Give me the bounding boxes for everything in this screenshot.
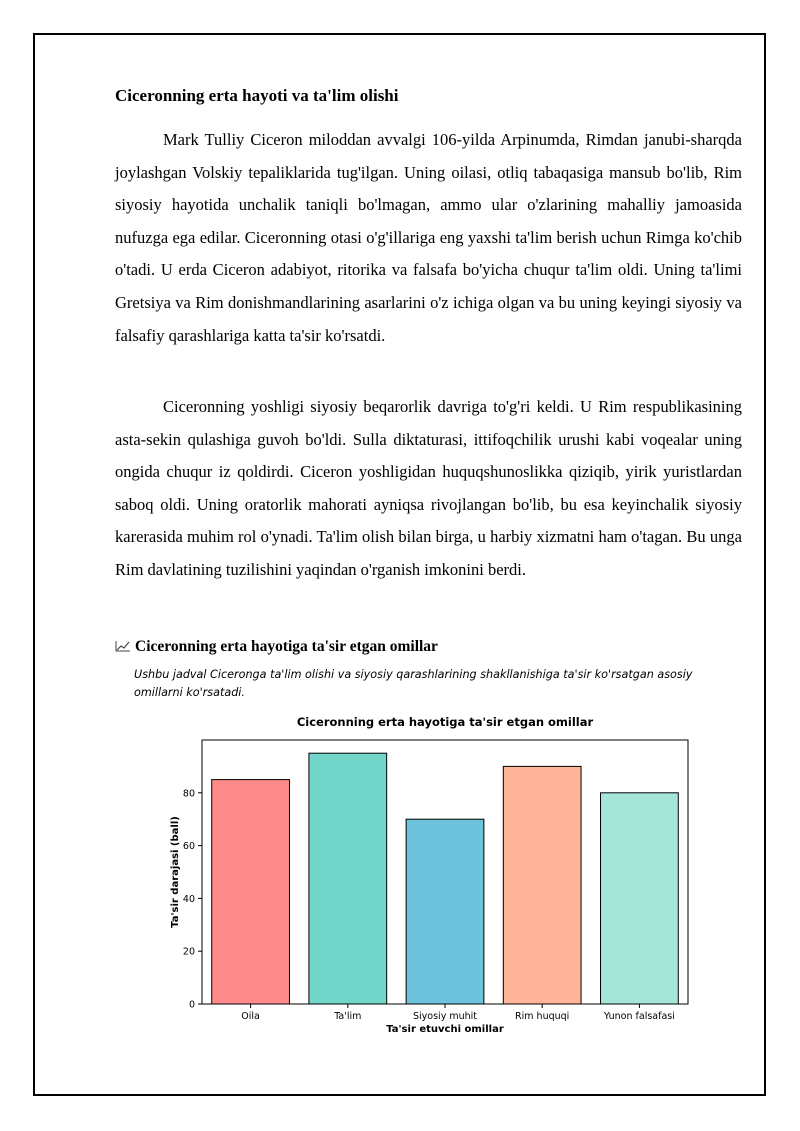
x-tick-label: Oila xyxy=(241,1011,260,1022)
section-title: Ciceronning erta hayoti va ta'lim olishi xyxy=(115,86,399,105)
paragraph-2: Ciceronning yoshligi siyosiy beqarorlik davriga to'g'ri keldi. U Rim respublikasining asta-sekin qulashiga guvoh bo'ldi. Sulla diktaturasi, ittifoqchilik urushi kabi voqealar uning ongida chuqur iz qoldirdi. Ciceron yoshligidan huquqshunoslikka qiziqib, yirik yuristlardan saboq oldi. Uning oratorlik mahorati ayniqsa rivojlangan bo'lib, bu esa keyinchalik siyosiy karerasida muhim rol o'ynadi. Ta'lim olish bilan birga, u harbiy xizmatni ham o'tagan. Bu unga Rim davlatining tuzilishini yaqindan o'rganish imkonini berdi. xyxy=(115,397,742,579)
figure-heading xyxy=(115,638,438,656)
chart-line-icon xyxy=(115,640,131,652)
x-tick-label: Yunon falsafasi xyxy=(603,1011,675,1022)
y-tick-label: 0 xyxy=(188,999,195,1011)
chart-title: Ciceronning erta hayotiga ta'sir etgan omillar xyxy=(296,715,594,729)
bar-chart-svg xyxy=(158,706,698,1046)
y-tick-label: 40 xyxy=(182,893,195,905)
y-tick-label: 80 xyxy=(182,788,195,800)
figure-heading-text: Ciceronning erta hayotiga ta'sir etgan omillar xyxy=(135,638,438,655)
bar-2 xyxy=(406,819,484,1004)
paragraph-1: Mark Tulliy Ciceron miloddan avvalgi 106-yilda Arpinumda, Rimdan janubi-sharqda joylashgan Volskiy tepaliklarida tug'ilgan. Uning oilasi, otliq tabaqasiga mansub bo'lib, Rim siyosiy hayotida unchalik taniqli bo'lmagan, ammo ular o'zlarining mahalliy jamoasida nufuzga ega edilar. Ciceronning otasi o'g'illariga eng yaxshi ta'lim berish uchun Rimga ko'chib o'tadi. U erda Ciceron adabiyot, ritorika va falsafa bo'yicha chuqur ta'lim oldi. Uning ta'limi Gretsiya va Rim donishmandlarining asarlarini o'z ichiga olgan va bu uning keyingi siyosiy va falsafiy qarashlariga katta ta'sir ko'rsatdi. xyxy=(115,130,742,345)
bars-layer xyxy=(212,753,679,1004)
x-tick-label: Ta'lim xyxy=(334,1011,362,1022)
bar-3 xyxy=(503,766,581,1004)
bar-chart xyxy=(158,706,698,1046)
x-tick-label: Siyosiy muhit xyxy=(413,1011,477,1022)
bar-4 xyxy=(601,793,679,1004)
bar-1 xyxy=(309,753,387,1004)
x-tick-label: Rim huquqi xyxy=(515,1011,570,1022)
y-tick-label: 20 xyxy=(182,946,195,958)
x-axis-label: Ta'sir etuvchi omillar xyxy=(386,1024,504,1035)
figure-caption: Ushbu jadval Ciceronga ta'lim olishi va siyosiy qarashlarining shakllanishiga ta'sir ko'rsatgan asosiy omillarni ko'rsatadi. xyxy=(134,668,693,699)
bar-0 xyxy=(212,780,290,1004)
y-axis-label: Ta'sir darajasi (ball) xyxy=(170,816,181,928)
y-tick-label: 60 xyxy=(182,841,195,853)
